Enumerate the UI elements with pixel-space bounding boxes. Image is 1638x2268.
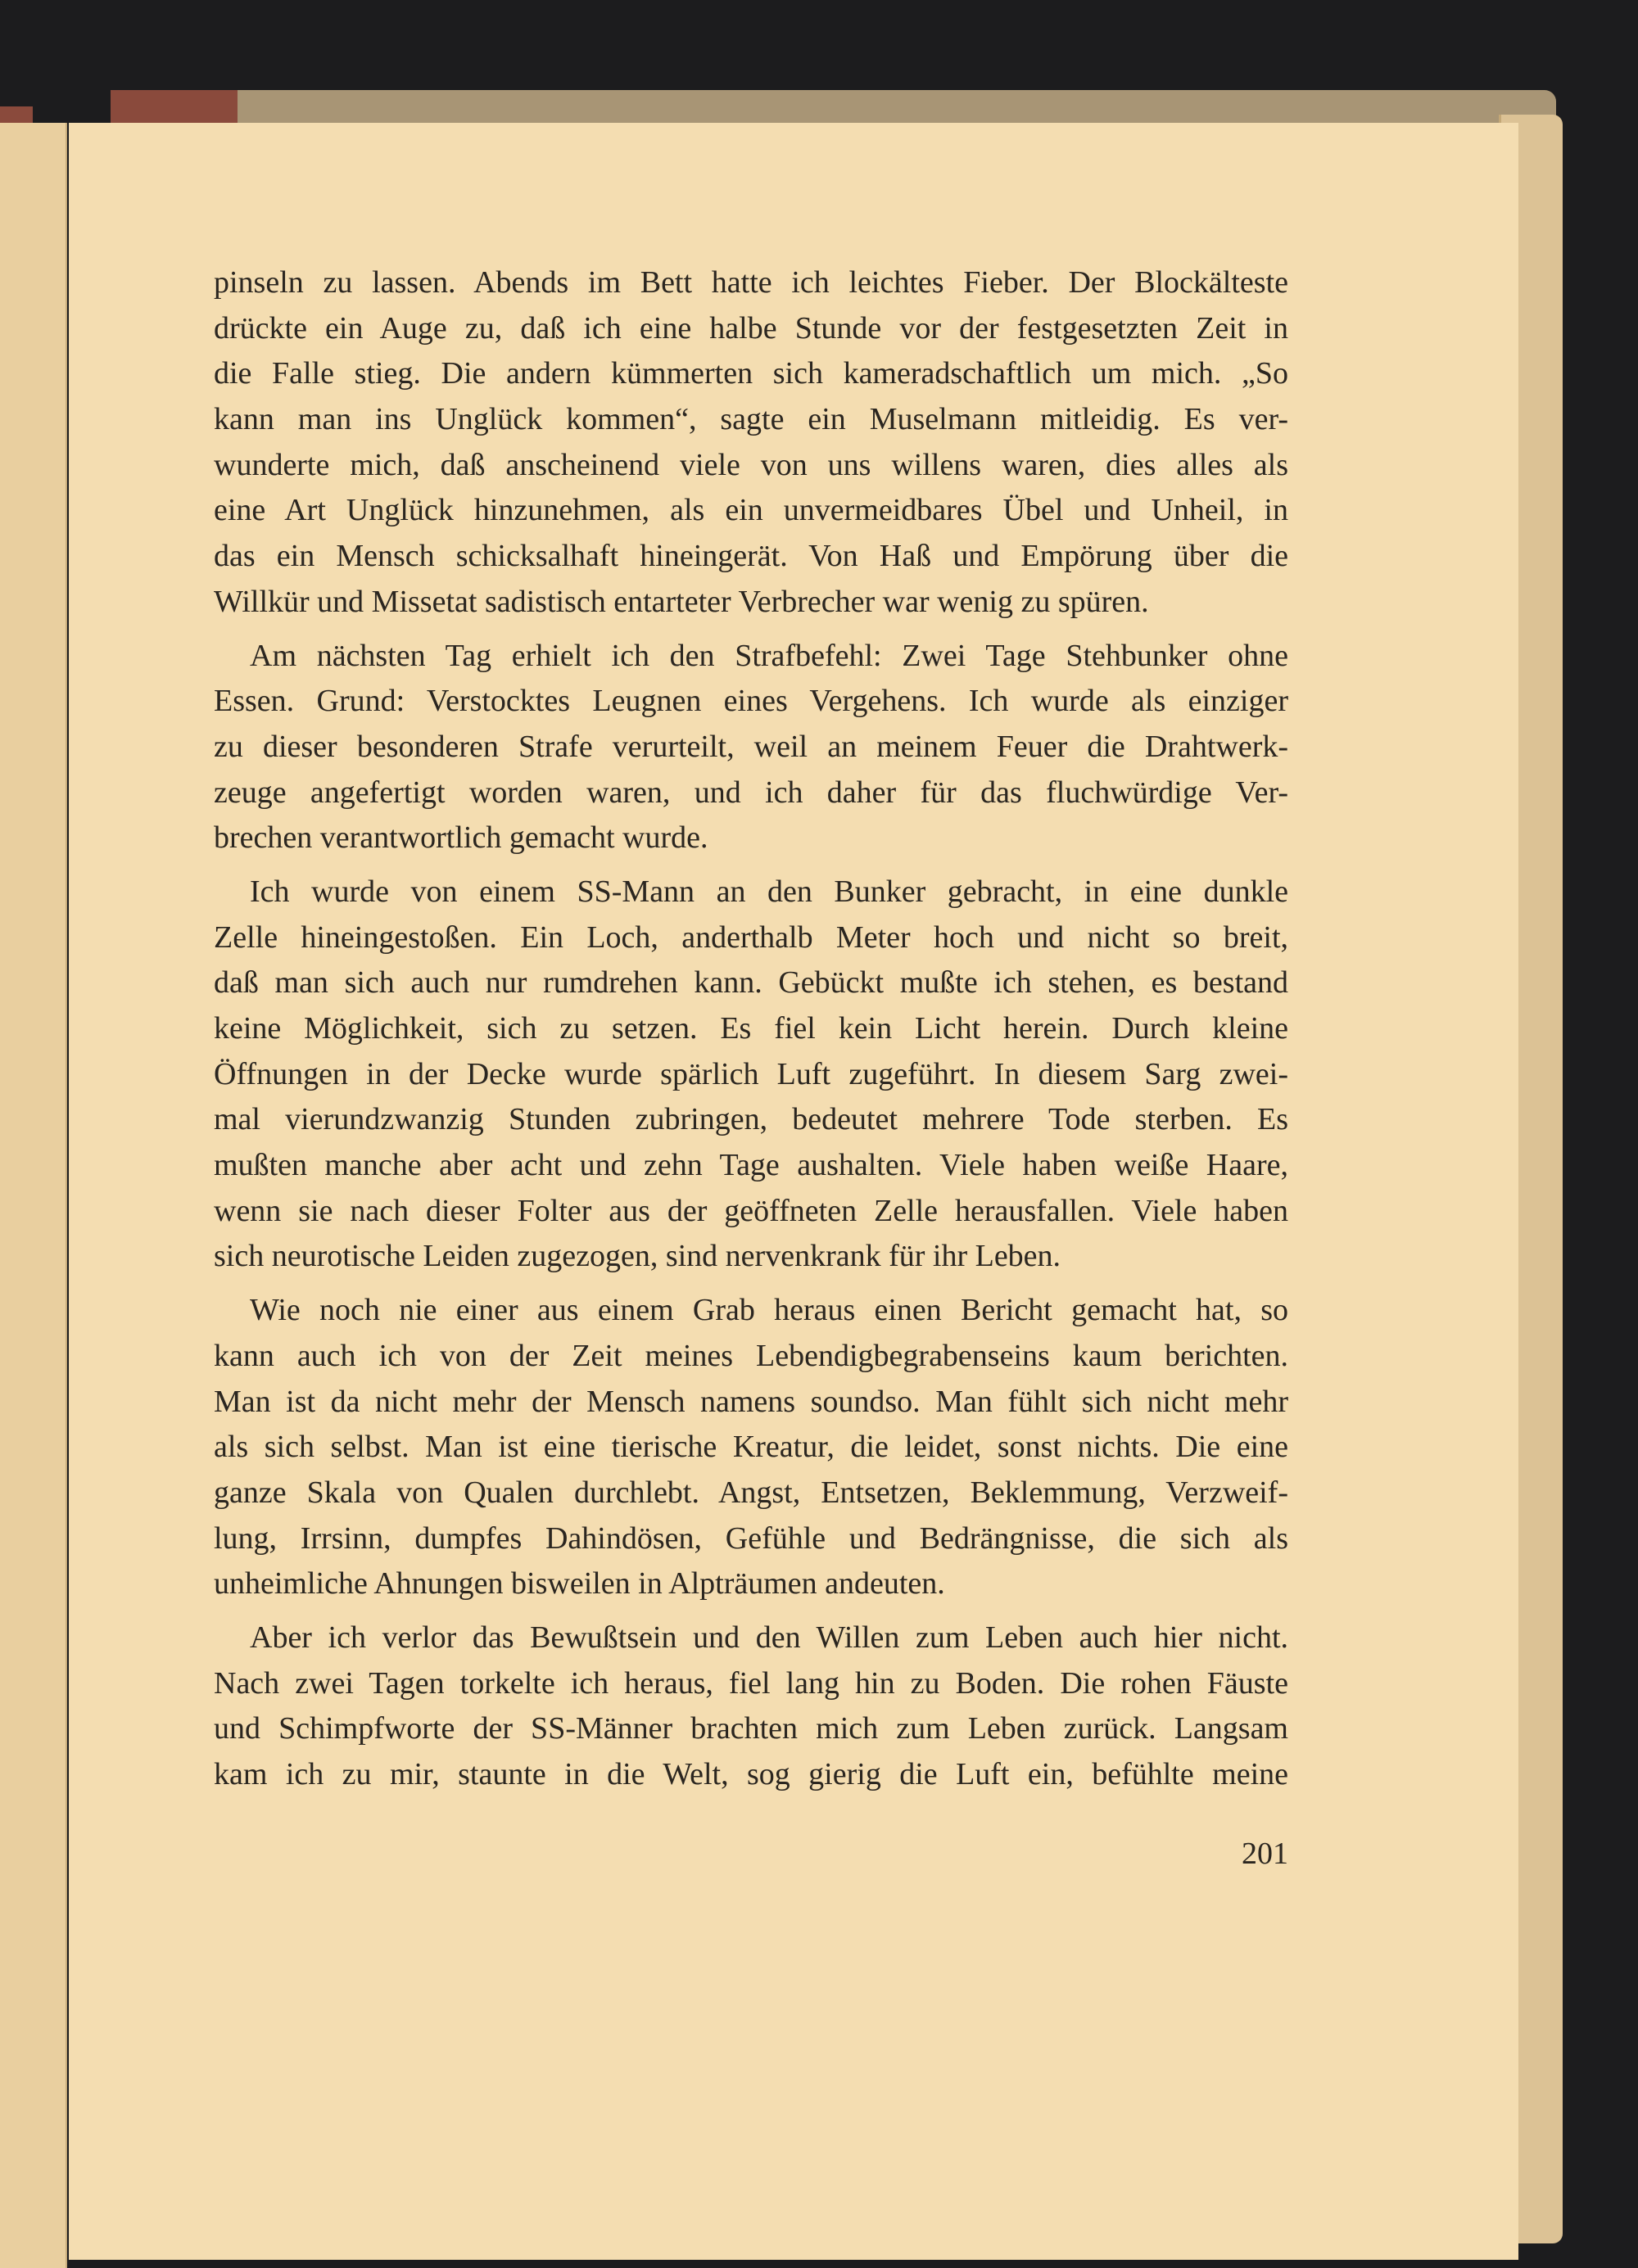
text-line: als sich selbst. Man ist eine tierische Kreatur, die leidet, sonst nichts. Die eine <box>214 1430 1288 1465</box>
text-line: brechen verantwortlich gemacht wurde. <box>214 820 708 856</box>
text-line: zeuge angefertigt worden waren, und ich daher für das fluchwürdige Ver- <box>214 775 1288 810</box>
paragraph <box>214 1615 1288 1798</box>
paragraph <box>214 1288 1288 1607</box>
text-line: daß man sich auch nur rumdrehen kann. Gebückt mußte ich stehen, es bestand <box>214 965 1288 1001</box>
text-line: Am nächsten Tag erhielt ich den Strafbefehl: Zwei Tage Stehbunker ohne <box>250 638 1288 673</box>
text-line: wenn sie nach dieser Folter aus der geöffneten Zelle herausfallen. Viele haben <box>214 1193 1288 1228</box>
text-line: ganze Skala von Qualen durchlebt. Angst, Entsetzen, Beklemmung, Verzweif- <box>214 1475 1288 1510</box>
text-line: Nach zwei Tagen torkelte ich heraus, fiel lang hin zu Boden. Die rohen Fäuste <box>214 1665 1288 1701</box>
text-line: pinseln zu lassen. Abends im Bett hatte ich leichtes Fieber. Der Blockälteste <box>214 265 1288 300</box>
text-line: und Schimpfworte der SS-Männer brachten mich zum Leben zurück. Langsam <box>214 1711 1288 1746</box>
text-line: Ich wurde von einem SS-Mann an den Bunker gebracht, in eine dunkle <box>250 874 1288 909</box>
text-line: kam ich zu mir, staunte in die Welt, sog gierig die Luft ein, befühlte meine <box>214 1757 1288 1791</box>
text-line: unheimliche Ahnungen bisweilen in Alpträumen andeuten. <box>214 1566 945 1602</box>
text-line: eine Art Unglück hinzunehmen, als ein unvermeidbares Übel und Unheil, in <box>214 493 1288 528</box>
page-number: 201 <box>1242 1837 1288 1871</box>
text-line: Man ist da nicht mehr der Mensch namens soundso. Man fühlt sich nicht mehr <box>214 1384 1288 1419</box>
text-line: mußten manche aber acht und zehn Tage aushalten. Viele haben weiße Haare, <box>214 1148 1288 1183</box>
text-line: lung, Irrsinn, dumpfes Dahindösen, Gefühle und Bedrängnisse, die sich als <box>214 1520 1288 1556</box>
text-line: drückte ein Auge zu, daß ich eine halbe Stunde vor der festgesetzten Zeit in <box>214 310 1288 346</box>
text-line: sich neurotische Leiden zugezogen, sind nervenkrank für ihr Leben. <box>214 1239 1061 1274</box>
text-line: mal vierundzwanzig Stunden zubringen, bedeutet mehrere Tode sterben. Es <box>214 1102 1288 1137</box>
text-line: Essen. Grund: Verstocktes Leugnen eines Vergehens. Ich wurde als einziger <box>214 684 1288 719</box>
text-line: Öffnungen in der Decke wurde spärlich Luft zugeführt. In diesem Sarg zwei- <box>214 1056 1288 1091</box>
text-line: Willkür und Missetat sadistisch entarteter Verbrecher war wenig zu spüren. <box>214 584 1149 619</box>
book-cover-top-edge <box>111 90 242 123</box>
text-line: wunderte mich, daß anscheinend viele von uns willens waren, dies alles als <box>214 447 1288 482</box>
text-line: Wie noch nie einer aus einem Grab heraus einen Bericht gemacht hat, so <box>250 1293 1288 1328</box>
left-page-edge <box>0 123 67 2268</box>
body-text <box>214 260 1288 1806</box>
paragraph <box>214 870 1288 1280</box>
text-line: die Falle stieg. Die andern kümmerten sich kameradschaftlich um mich. „So <box>214 356 1288 391</box>
paragraph <box>214 634 1288 861</box>
text-line: Aber ich verlor das Bewußtsein und den Willen zum Leben auch hier nicht. <box>250 1620 1288 1655</box>
text-line: Zelle hineingestoßen. Ein Loch, anderthalb Meter hoch und nicht so breit, <box>214 919 1288 955</box>
text-line: kann auch ich von der Zeit meines Lebendigbegrabenseins kaum berichten. <box>214 1338 1288 1373</box>
text-line: zu dieser besonderen Strafe verurteilt, weil an meinem Feuer die Drahtwerk- <box>214 729 1288 764</box>
text-line: keine Möglichkeit, sich zu setzen. Es fiel kein Licht herein. Durch kleine <box>214 1011 1288 1046</box>
text-line: kann man ins Unglück kommen“, sagte ein Muselmann mitleidig. Es ver- <box>214 402 1288 437</box>
text-line: das ein Mensch schicksalhaft hineingerät. Von Haß und Empörung über die <box>214 539 1288 574</box>
paragraph <box>214 260 1288 626</box>
